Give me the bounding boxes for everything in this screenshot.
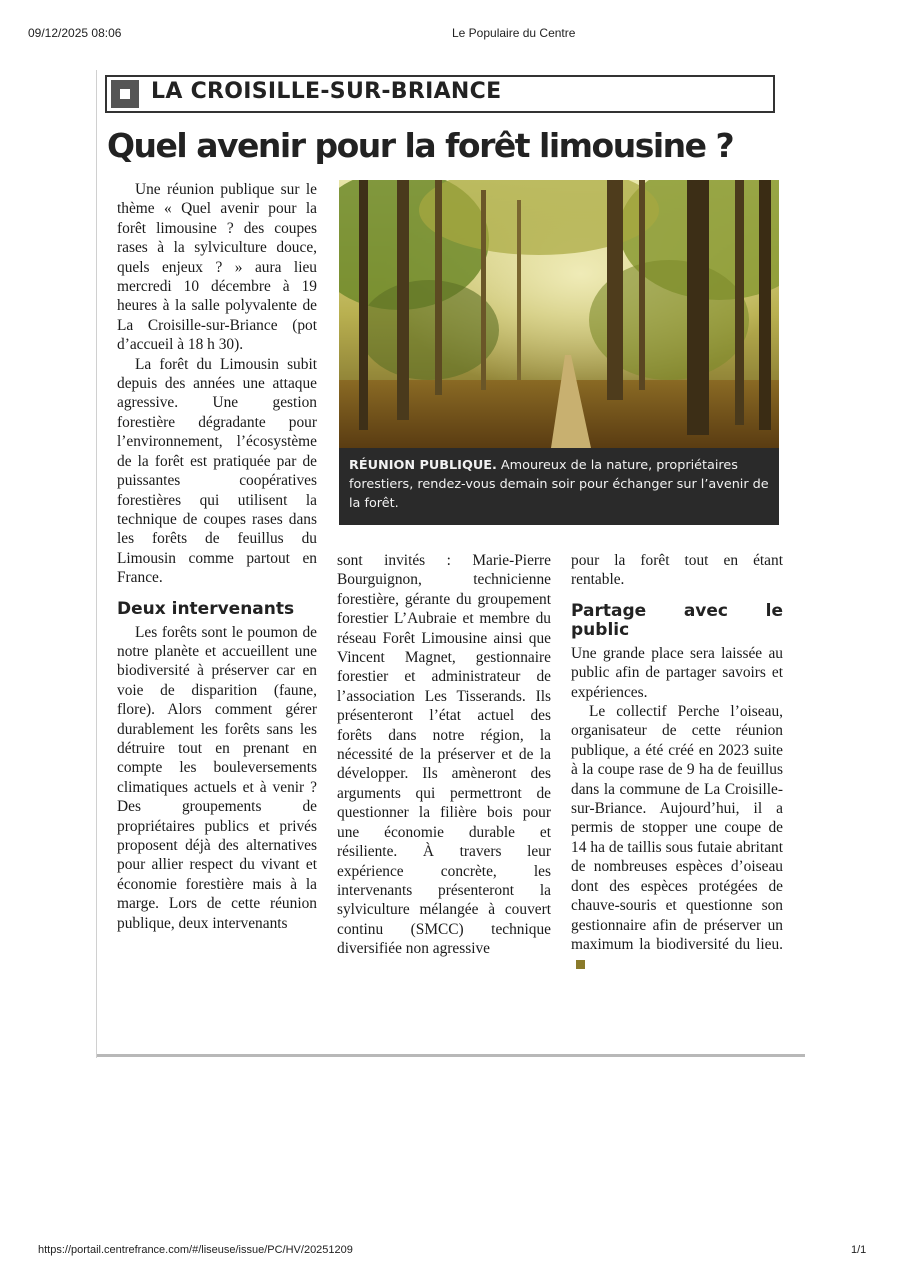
paragraph-intro: Une réunion publique sur le thème « Quel avenir pour la forêt limousine ? des coupes rases à la sylviculture douce, quels enjeux ? » aura lieu mercredi 10 décembre à 19 heures à la salle polyvalente de La Croisille-sur-Briance (pot d’accueil à 18 h 30). bbox=[117, 181, 317, 354]
caption-text: Amoureux de la nature, propriétaires forestiers, rendez-vous demain soir pour échanger sur l’avenir de la forêt. bbox=[349, 458, 769, 511]
forest-photo bbox=[339, 180, 779, 448]
paragraph-public-place: Une grande place sera laissée au public afin de partager savoirs et expériences. bbox=[571, 644, 783, 701]
forest-path-image bbox=[339, 180, 779, 448]
collectif-text: Le collectif Perche l’oiseau, organisateur de cette réunion publique, a été créé en 2023 suite à la coupe rase de 9 ha de feuillus dans la commune de La Croisille-sur-Briance. Aujourd’hui, il a permis de stopper une coupe de 14 ha de taillis sous futaie abritant de nombreuses espèces d’oiseau dont des espèces protégées de chauve-souris et questionne son gestionnaire afin de préserver un maximum la biodiversité du lieu. bbox=[571, 703, 783, 953]
caption-lead: RÉUNION PUBLIQUE. bbox=[349, 458, 497, 473]
print-url: https://portail.centrefrance.com/#/liseuse/issue/PC/HV/20251209 bbox=[38, 1244, 353, 1256]
headline: Quel avenir pour la forêt limousine ? bbox=[107, 126, 734, 165]
paragraph-profitable: pour la forêt tout en étant rentable. bbox=[571, 552, 783, 589]
print-source: Le Populaire du Centre bbox=[452, 26, 576, 40]
paragraph-collectif bbox=[571, 702, 783, 974]
paragraph-forests-lungs: Les forêts sont le poumon de notre planète et accueillent une biodiversité à préserver car en voie de disparition (faune, flore). Alors comment gérer durablement les forêts sans les détruire tout en prenant en compte les bouleversements climatiques actuels et à venir ? Des groupements de propriétaires publics et privés proposent déjà des alternatives pour allier respect du vivant et économie forestière mais à la marge. Lors de cette réunion publique, deux intervenants bbox=[117, 623, 317, 932]
column-1 bbox=[117, 180, 317, 933]
column-3 bbox=[571, 551, 783, 974]
subhead-intervenants: Deux intervenants bbox=[117, 598, 295, 619]
column-2 bbox=[337, 551, 551, 959]
paragraph-forest-attack: La forêt du Limousin subit depuis des années une attaque agressive. Une gestion forestière dégradante pour l’environnement, l’écosystème de la forêt est pratiquée par de puissantes coopératives forestières qui utilisent la technique de coupes rases dans les forêts de feuillus du Limousin comme partout en France. bbox=[117, 355, 317, 587]
print-page-number: 1/1 bbox=[851, 1244, 867, 1256]
rubric-banner bbox=[105, 75, 775, 113]
newspaper-article bbox=[96, 70, 807, 1058]
rubric-square-icon bbox=[111, 80, 139, 108]
subhead-partage: Partage avec le public bbox=[571, 600, 783, 640]
rubric-title: LA CROISILLE-SUR-BRIANCE bbox=[151, 79, 502, 104]
paragraph-speakers: sont invités : Marie-Pierre Bourguignon, technicienne forestière, gérante du groupement forestier L’Aubraie et membre du réseau Forêt Limousine ainsi que Vincent Magnet, gestionnaire forestier et administrateur de l’association Les Tisserands. Ils présenteront l’état actuel des forêts dans notre région, la nécessité de la préserver et de la développer. Ils amèneront des arguments qui permettront de questionner la filière bois pour une économie durable et résiliente. À travers leur expérience concrète, les intervenants présenteront la sylviculture mélangée à couvert continu (SMCC) technique diversifiée non agressive bbox=[337, 552, 551, 958]
end-of-article-icon bbox=[576, 960, 585, 969]
photo-caption bbox=[339, 448, 779, 525]
print-date: 09/12/2025 08:06 bbox=[28, 26, 122, 40]
article-bottom-rule bbox=[97, 1054, 805, 1057]
